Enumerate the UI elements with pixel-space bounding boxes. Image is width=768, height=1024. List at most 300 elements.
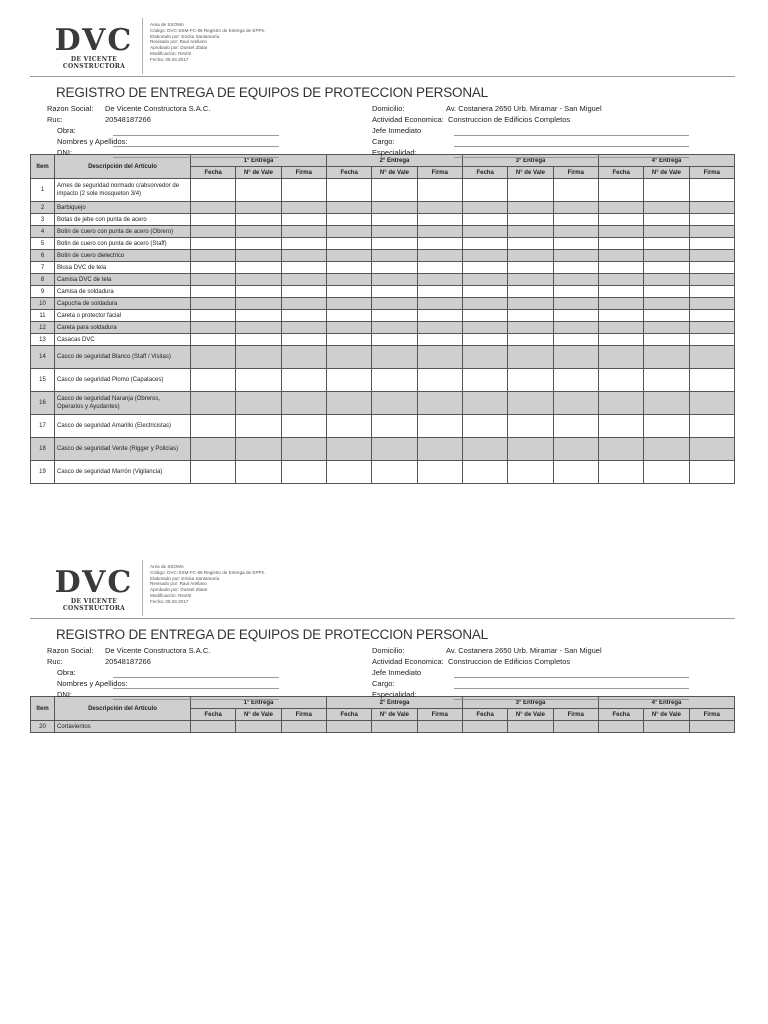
vale-cell[interactable]: [508, 334, 553, 346]
vale-cell[interactable]: [372, 298, 417, 310]
fecha-cell[interactable]: [462, 262, 507, 274]
fecha-cell[interactable]: [191, 310, 236, 322]
firma-cell[interactable]: [689, 250, 734, 262]
fecha-cell[interactable]: [598, 721, 643, 733]
fecha-cell[interactable]: [598, 214, 643, 226]
vale-cell[interactable]: [644, 202, 689, 214]
vale-cell[interactable]: [372, 238, 417, 250]
fecha-cell[interactable]: [191, 369, 236, 392]
vale-cell[interactable]: [372, 415, 417, 438]
vale-cell[interactable]: [236, 286, 281, 298]
fecha-cell[interactable]: [598, 322, 643, 334]
fecha-cell[interactable]: [462, 334, 507, 346]
firma-cell[interactable]: [689, 202, 734, 214]
item-description: Botas de jebe con punta de acero: [55, 214, 191, 226]
item-number: 15: [31, 369, 55, 392]
actividad-value: Construccion de Edificios Completos: [448, 115, 571, 124]
vale-cell[interactable]: [644, 250, 689, 262]
item-description: Casco de seguridad Naranja (Obreros, Operarios y Ayudantes): [55, 392, 191, 415]
firma-cell[interactable]: [553, 179, 598, 202]
fecha-cell[interactable]: [191, 226, 236, 238]
fecha-cell[interactable]: [191, 346, 236, 369]
fecha-cell[interactable]: [326, 250, 371, 262]
firma-cell[interactable]: [689, 322, 734, 334]
firma-cell[interactable]: [553, 346, 598, 369]
meta-line: Area de SSOMA: [150, 564, 184, 569]
firma-cell[interactable]: [281, 286, 326, 298]
vale-cell[interactable]: [236, 250, 281, 262]
fecha-cell[interactable]: [326, 179, 371, 202]
vale-cell[interactable]: [644, 310, 689, 322]
vale-cell[interactable]: [372, 322, 417, 334]
entrega-header: 3° Entrega: [462, 697, 598, 709]
firma-cell[interactable]: [281, 334, 326, 346]
firma-cell[interactable]: [281, 262, 326, 274]
fecha-cell[interactable]: [598, 438, 643, 461]
vale-cell[interactable]: [508, 274, 553, 286]
vale-cell[interactable]: [644, 322, 689, 334]
firma-cell[interactable]: [689, 274, 734, 286]
fecha-cell[interactable]: [462, 369, 507, 392]
obra-field[interactable]: [113, 677, 279, 678]
fecha-cell[interactable]: [598, 274, 643, 286]
item-description: Barbiquejo: [55, 202, 191, 214]
vale-cell[interactable]: [236, 310, 281, 322]
fecha-cell[interactable]: [191, 392, 236, 415]
item-description: Careta para soldadura: [55, 322, 191, 334]
firma-cell[interactable]: [417, 334, 462, 346]
firma-cell[interactable]: [281, 369, 326, 392]
item-number: 9: [31, 286, 55, 298]
vale-header: N° de Vale: [508, 709, 553, 721]
vale-cell[interactable]: [644, 298, 689, 310]
vale-cell[interactable]: [236, 721, 281, 733]
vale-cell[interactable]: [236, 322, 281, 334]
vale-cell[interactable]: [644, 461, 689, 484]
firma-cell[interactable]: [689, 438, 734, 461]
item-number: 18: [31, 438, 55, 461]
firma-cell[interactable]: [553, 322, 598, 334]
firma-cell[interactable]: [417, 179, 462, 202]
fecha-cell[interactable]: [598, 461, 643, 484]
firma-cell[interactable]: [553, 274, 598, 286]
firma-cell[interactable]: [553, 461, 598, 484]
fecha-header: Fecha: [191, 167, 236, 179]
vale-cell[interactable]: [644, 415, 689, 438]
firma-cell[interactable]: [689, 214, 734, 226]
company-logo: [44, 565, 144, 612]
firma-cell[interactable]: [689, 298, 734, 310]
firma-cell[interactable]: [417, 298, 462, 310]
firma-cell[interactable]: [689, 461, 734, 484]
firma-cell[interactable]: [417, 214, 462, 226]
firma-cell[interactable]: [281, 438, 326, 461]
fecha-cell[interactable]: [598, 226, 643, 238]
fecha-cell[interactable]: [326, 298, 371, 310]
vale-cell[interactable]: [508, 298, 553, 310]
fecha-cell[interactable]: [462, 461, 507, 484]
fecha-cell[interactable]: [191, 461, 236, 484]
vale-cell[interactable]: [236, 369, 281, 392]
vale-cell[interactable]: [236, 298, 281, 310]
firma-cell[interactable]: [689, 238, 734, 250]
fecha-cell[interactable]: [598, 310, 643, 322]
vale-cell[interactable]: [644, 214, 689, 226]
firma-cell[interactable]: [689, 346, 734, 369]
vale-cell[interactable]: [508, 322, 553, 334]
dni-field[interactable]: [113, 699, 279, 700]
vale-cell[interactable]: [236, 334, 281, 346]
fecha-cell[interactable]: [326, 346, 371, 369]
vale-cell[interactable]: [236, 262, 281, 274]
firma-cell[interactable]: [281, 250, 326, 262]
obra-label: Obra:: [57, 668, 76, 677]
vale-cell[interactable]: [508, 226, 553, 238]
vale-cell[interactable]: [372, 226, 417, 238]
fecha-cell[interactable]: [326, 438, 371, 461]
vale-cell[interactable]: [372, 438, 417, 461]
fecha-cell[interactable]: [598, 202, 643, 214]
vale-cell[interactable]: [644, 226, 689, 238]
obra-field[interactable]: [113, 135, 279, 136]
form-fields: [30, 644, 735, 699]
meta-line: Aprobado por: Dussel Zlatar: [150, 45, 208, 51]
firma-header: Firma: [689, 709, 734, 721]
fecha-cell[interactable]: [598, 334, 643, 346]
epp-table-body: [31, 179, 735, 484]
fecha-cell[interactable]: [462, 286, 507, 298]
dni-field[interactable]: [113, 157, 279, 158]
firma-cell[interactable]: [689, 721, 734, 733]
fecha-cell[interactable]: [462, 310, 507, 322]
fecha-cell[interactable]: [462, 721, 507, 733]
especialidad-field[interactable]: [454, 157, 689, 158]
vale-cell[interactable]: [236, 179, 281, 202]
firma-cell[interactable]: [417, 250, 462, 262]
item-description: Botin de cuero con punta de acero (Obrero): [55, 226, 191, 238]
fecha-cell[interactable]: [462, 214, 507, 226]
fecha-cell[interactable]: [462, 226, 507, 238]
meta-line: Elaborado por: Ericka Santamaría: [150, 575, 220, 581]
firma-cell[interactable]: [281, 298, 326, 310]
fecha-cell[interactable]: [191, 438, 236, 461]
firma-cell[interactable]: [281, 274, 326, 286]
fecha-cell[interactable]: [191, 721, 236, 733]
firma-cell[interactable]: [417, 322, 462, 334]
fecha-cell[interactable]: [191, 250, 236, 262]
vale-cell[interactable]: [508, 310, 553, 322]
vale-cell[interactable]: [236, 392, 281, 415]
firma-cell[interactable]: [281, 346, 326, 369]
vale-cell[interactable]: [644, 346, 689, 369]
fecha-cell[interactable]: [598, 346, 643, 369]
cargo-field[interactable]: [454, 146, 689, 147]
firma-cell[interactable]: [281, 461, 326, 484]
ruc-label: Ruc:: [47, 115, 63, 124]
vale-cell[interactable]: [372, 179, 417, 202]
firma-cell[interactable]: [417, 721, 462, 733]
fecha-cell[interactable]: [326, 262, 371, 274]
vale-cell[interactable]: [372, 392, 417, 415]
fecha-cell[interactable]: [598, 286, 643, 298]
fecha-cell[interactable]: [462, 346, 507, 369]
nombres-field[interactable]: [113, 688, 279, 689]
firma-cell[interactable]: [689, 369, 734, 392]
fecha-cell[interactable]: [191, 286, 236, 298]
vale-cell[interactable]: [508, 179, 553, 202]
fecha-cell[interactable]: [326, 461, 371, 484]
jefe-field[interactable]: [454, 677, 689, 678]
item-number: 6: [31, 250, 55, 262]
fecha-cell[interactable]: [598, 298, 643, 310]
fecha-cell[interactable]: [462, 392, 507, 415]
firma-cell[interactable]: [553, 721, 598, 733]
vale-cell[interactable]: [236, 346, 281, 369]
fecha-cell[interactable]: [598, 262, 643, 274]
firma-header: Firma: [689, 167, 734, 179]
fecha-cell[interactable]: [598, 179, 643, 202]
vale-cell[interactable]: [372, 214, 417, 226]
vale-cell[interactable]: [372, 461, 417, 484]
fecha-cell[interactable]: [191, 274, 236, 286]
table-row: [31, 721, 735, 733]
vale-cell[interactable]: [508, 214, 553, 226]
firma-cell[interactable]: [553, 334, 598, 346]
firma-cell[interactable]: [553, 438, 598, 461]
firma-cell[interactable]: [281, 226, 326, 238]
domicilio-label: Domicilio:: [372, 104, 405, 113]
fecha-cell[interactable]: [326, 322, 371, 334]
firma-header: Firma: [281, 709, 326, 721]
firma-cell[interactable]: [689, 286, 734, 298]
logo-subtitle: DE VICENTE CONSTRUCTORA: [62, 56, 126, 70]
firma-header: Firma: [281, 167, 326, 179]
firma-cell[interactable]: [417, 461, 462, 484]
fecha-cell[interactable]: [326, 274, 371, 286]
fecha-cell[interactable]: [462, 322, 507, 334]
fecha-cell[interactable]: [462, 250, 507, 262]
fecha-cell[interactable]: [462, 438, 507, 461]
fecha-cell[interactable]: [326, 286, 371, 298]
vale-cell[interactable]: [236, 202, 281, 214]
vale-cell[interactable]: [372, 250, 417, 262]
fecha-cell[interactable]: [462, 415, 507, 438]
vale-cell[interactable]: [508, 346, 553, 369]
firma-cell[interactable]: [281, 238, 326, 250]
firma-cell[interactable]: [281, 322, 326, 334]
fecha-cell[interactable]: [191, 298, 236, 310]
fecha-cell[interactable]: [191, 322, 236, 334]
vale-cell[interactable]: [508, 250, 553, 262]
firma-cell[interactable]: [689, 415, 734, 438]
firma-cell[interactable]: [689, 262, 734, 274]
fecha-cell[interactable]: [326, 334, 371, 346]
firma-cell[interactable]: [417, 346, 462, 369]
firma-cell[interactable]: [417, 310, 462, 322]
fecha-cell[interactable]: [598, 415, 643, 438]
vale-cell[interactable]: [508, 461, 553, 484]
fecha-cell[interactable]: [326, 202, 371, 214]
fecha-cell[interactable]: [191, 214, 236, 226]
firma-cell[interactable]: [553, 369, 598, 392]
table-row: [31, 346, 735, 369]
nombres-label: Nombres y Apellidos:: [57, 137, 128, 146]
vale-cell[interactable]: [644, 179, 689, 202]
firma-cell[interactable]: [553, 238, 598, 250]
firma-cell[interactable]: [281, 721, 326, 733]
firma-cell[interactable]: [281, 214, 326, 226]
fecha-cell[interactable]: [462, 238, 507, 250]
firma-cell[interactable]: [417, 238, 462, 250]
vale-cell[interactable]: [508, 202, 553, 214]
vale-cell[interactable]: [644, 286, 689, 298]
firma-cell[interactable]: [417, 369, 462, 392]
vale-cell[interactable]: [508, 262, 553, 274]
fecha-cell[interactable]: [191, 334, 236, 346]
vale-cell[interactable]: [236, 438, 281, 461]
firma-cell[interactable]: [417, 274, 462, 286]
meta-line: Modificación: Rev02: [150, 50, 192, 56]
vale-cell[interactable]: [372, 346, 417, 369]
firma-cell[interactable]: [553, 250, 598, 262]
fecha-header: Fecha: [191, 709, 236, 721]
cargo-field[interactable]: [454, 688, 689, 689]
fecha-cell[interactable]: [326, 310, 371, 322]
table-row: [31, 202, 735, 214]
especialidad-field[interactable]: [454, 699, 689, 700]
vale-cell[interactable]: [644, 721, 689, 733]
vale-cell[interactable]: [372, 286, 417, 298]
vale-cell[interactable]: [372, 369, 417, 392]
vale-cell[interactable]: [644, 334, 689, 346]
vale-cell[interactable]: [372, 721, 417, 733]
especialidad-label: Especialidad:: [372, 148, 417, 157]
firma-cell[interactable]: [553, 262, 598, 274]
vale-cell[interactable]: [236, 238, 281, 250]
vale-cell[interactable]: [236, 226, 281, 238]
entrega-header: 4° Entrega: [598, 697, 734, 709]
fecha-cell[interactable]: [191, 202, 236, 214]
vale-cell[interactable]: [236, 461, 281, 484]
firma-cell[interactable]: [281, 310, 326, 322]
fecha-cell[interactable]: [462, 179, 507, 202]
firma-cell[interactable]: [553, 392, 598, 415]
vale-cell[interactable]: [372, 202, 417, 214]
vale-header: N° de Vale: [236, 167, 281, 179]
firma-cell[interactable]: [553, 415, 598, 438]
fecha-cell[interactable]: [598, 369, 643, 392]
firma-cell[interactable]: [417, 286, 462, 298]
firma-cell[interactable]: [553, 214, 598, 226]
firma-cell[interactable]: [417, 438, 462, 461]
firma-cell[interactable]: [417, 415, 462, 438]
firma-cell[interactable]: [281, 202, 326, 214]
firma-cell[interactable]: [417, 202, 462, 214]
fecha-cell[interactable]: [191, 415, 236, 438]
form-title: REGISTRO DE ENTREGA DE EQUIPOS DE PROTECCION PERSONAL: [56, 85, 488, 100]
firma-cell[interactable]: [281, 415, 326, 438]
nombres-field[interactable]: [113, 146, 279, 147]
vale-cell[interactable]: [644, 238, 689, 250]
jefe-field[interactable]: [454, 135, 689, 136]
vale-cell[interactable]: [508, 415, 553, 438]
vale-cell[interactable]: [236, 415, 281, 438]
firma-cell[interactable]: [689, 334, 734, 346]
fecha-cell[interactable]: [191, 179, 236, 202]
vale-cell[interactable]: [508, 369, 553, 392]
item-number: 5: [31, 238, 55, 250]
firma-cell[interactable]: [281, 392, 326, 415]
fecha-cell[interactable]: [598, 250, 643, 262]
fecha-cell[interactable]: [326, 392, 371, 415]
vale-cell[interactable]: [372, 334, 417, 346]
vale-cell[interactable]: [372, 310, 417, 322]
vale-cell[interactable]: [644, 369, 689, 392]
fecha-cell[interactable]: [326, 721, 371, 733]
firma-cell[interactable]: [553, 286, 598, 298]
firma-cell[interactable]: [689, 226, 734, 238]
meta-line: Revisado por: Raul Arellano: [150, 581, 207, 587]
vale-cell[interactable]: [508, 392, 553, 415]
item-number: 8: [31, 274, 55, 286]
vale-cell[interactable]: [508, 721, 553, 733]
fecha-cell[interactable]: [462, 274, 507, 286]
vale-cell[interactable]: [236, 214, 281, 226]
fecha-cell[interactable]: [462, 298, 507, 310]
firma-cell[interactable]: [553, 298, 598, 310]
form-sheet-1: [30, 18, 735, 484]
firma-cell[interactable]: [689, 310, 734, 322]
vale-cell[interactable]: [508, 438, 553, 461]
vale-cell[interactable]: [644, 392, 689, 415]
firma-cell[interactable]: [417, 392, 462, 415]
epp-table: [30, 154, 735, 484]
firma-cell[interactable]: [553, 310, 598, 322]
vale-cell[interactable]: [372, 274, 417, 286]
fecha-cell[interactable]: [191, 262, 236, 274]
nombres-label: Nombres y Apellidos:: [57, 679, 128, 688]
fecha-cell[interactable]: [462, 202, 507, 214]
vale-header: N° de Vale: [644, 709, 689, 721]
fecha-cell[interactable]: [326, 369, 371, 392]
domicilio-value: Av. Costanera 2650 Urb. Miramar - San Miguel: [446, 104, 602, 113]
vale-cell[interactable]: [644, 438, 689, 461]
fecha-cell[interactable]: [598, 238, 643, 250]
fecha-cell[interactable]: [598, 392, 643, 415]
fecha-cell[interactable]: [326, 214, 371, 226]
firma-cell[interactable]: [553, 226, 598, 238]
item-number: 1: [31, 179, 55, 202]
firma-cell[interactable]: [553, 202, 598, 214]
vale-cell[interactable]: [236, 274, 281, 286]
vale-cell[interactable]: [644, 274, 689, 286]
entrega-header: 1° Entrega: [191, 697, 327, 709]
firma-cell[interactable]: [689, 392, 734, 415]
item-number: 7: [31, 262, 55, 274]
firma-cell[interactable]: [689, 179, 734, 202]
vale-cell[interactable]: [508, 286, 553, 298]
vale-cell[interactable]: [644, 262, 689, 274]
firma-cell[interactable]: [281, 179, 326, 202]
vale-cell[interactable]: [372, 262, 417, 274]
firma-cell[interactable]: [417, 226, 462, 238]
vale-cell[interactable]: [508, 238, 553, 250]
fecha-cell[interactable]: [326, 415, 371, 438]
fecha-cell[interactable]: [326, 238, 371, 250]
fecha-cell[interactable]: [191, 238, 236, 250]
firma-cell[interactable]: [417, 262, 462, 274]
fecha-cell[interactable]: [326, 226, 371, 238]
